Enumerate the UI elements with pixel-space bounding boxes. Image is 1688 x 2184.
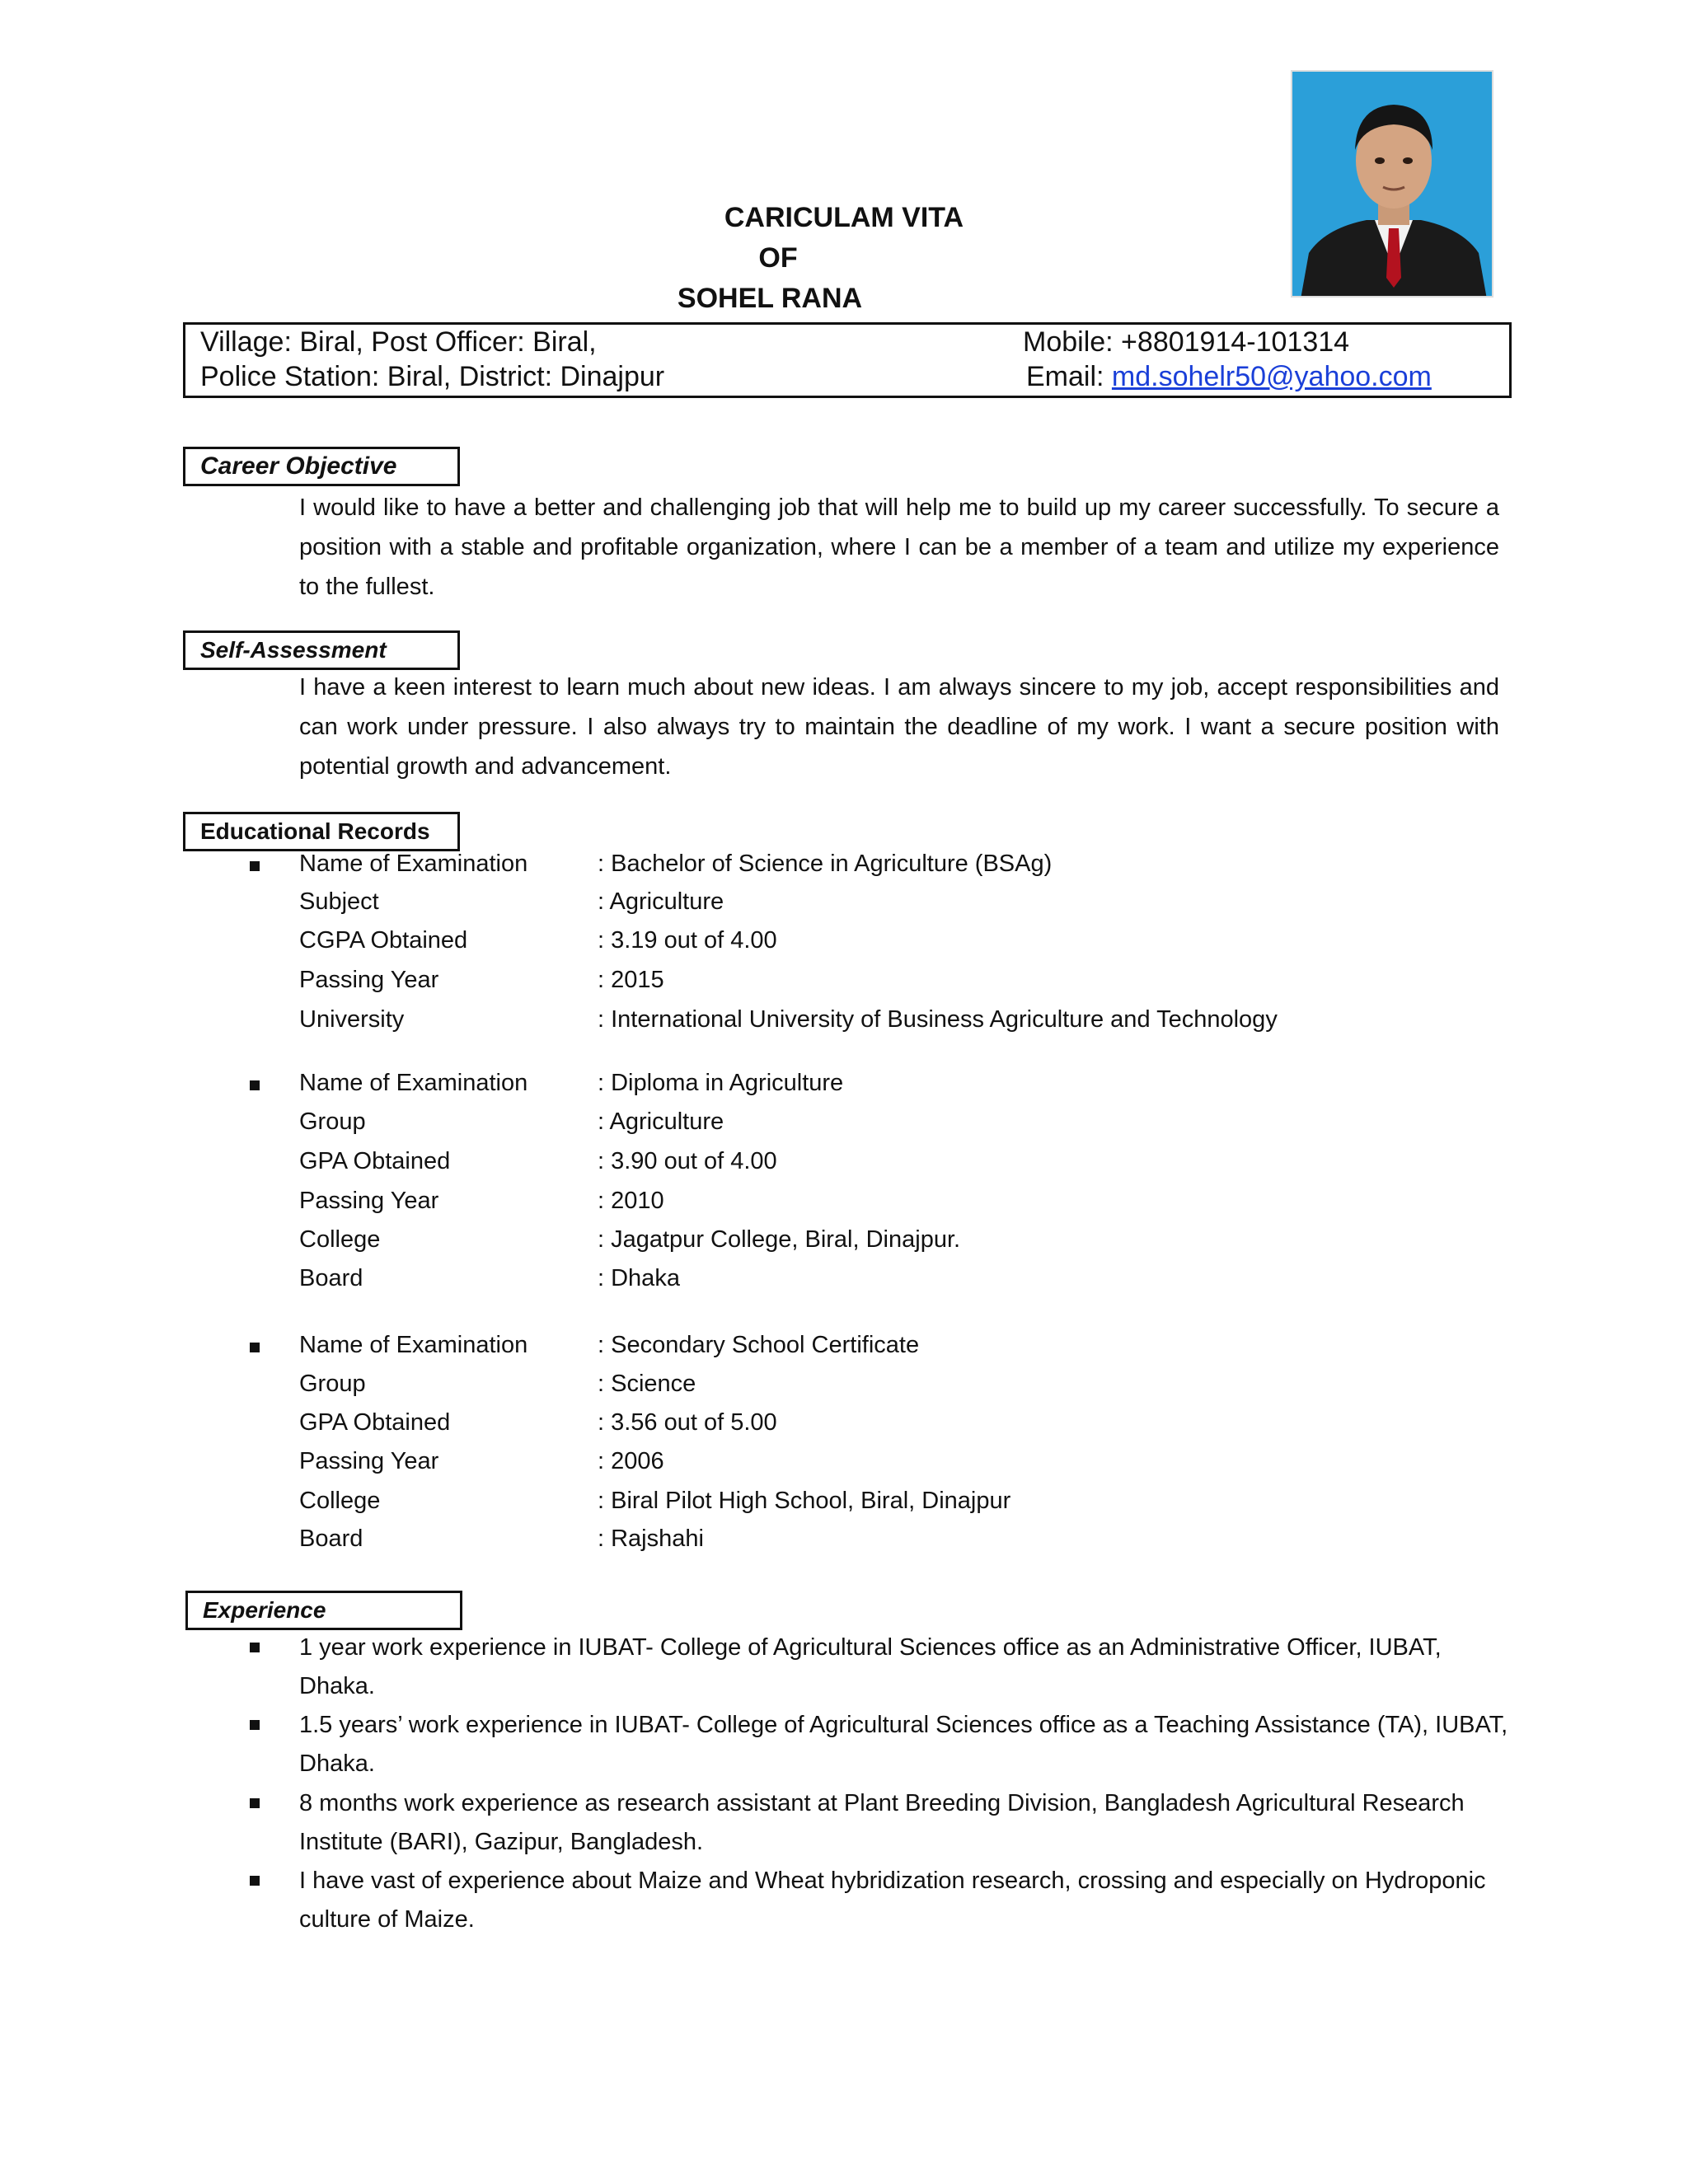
edu-value: : Biral Pilot High School, Biral, Dinajpur bbox=[598, 1488, 1011, 1514]
bullet-icon bbox=[250, 1876, 260, 1886]
experience-item: 1 year work experience in IUBAT- College of Agricultural Sciences office as an Administrative Officer, IUBAT, Dhaka. bbox=[299, 1634, 1442, 1699]
edu-value: : Science bbox=[598, 1371, 696, 1397]
edu-label: Board bbox=[299, 1526, 363, 1552]
experience-item: I have vast of experience about Maize and Wheat hybridization research, crossing and especially on Hydroponic culture of Maize. bbox=[299, 1868, 1486, 1933]
edu-value: : 2015 bbox=[598, 967, 664, 993]
edu-value: : Dhaka bbox=[598, 1265, 680, 1291]
career-objective-text: I would like to have a better and challenging job that will help me to build up my career successfully. To secure a position with a stable and profitable organization, where I can be a member of a team and utilize my experience to the fullest. bbox=[299, 494, 1499, 600]
edu-value: : International University of Business Agriculture and Technology bbox=[598, 1006, 1278, 1033]
edu-value: : 3.90 out of 4.00 bbox=[598, 1148, 777, 1174]
edu-label: Group bbox=[299, 1108, 366, 1135]
career-objective-heading: Career Objective bbox=[183, 447, 460, 486]
address-line-2: Police Station: Biral, District: Dinajpur bbox=[200, 361, 665, 392]
cv-name: SOHEL RANA bbox=[677, 283, 863, 314]
edu-label: GPA Obtained bbox=[299, 1409, 451, 1436]
bullet-icon bbox=[250, 1080, 260, 1090]
cv-title-of: OF bbox=[758, 242, 798, 274]
experience-item: 1.5 years’ work experience in IUBAT- College of Agricultural Sciences office as a Teaching Assistance (TA), IUBAT, Dhaka. bbox=[299, 1712, 1508, 1777]
bullet-icon bbox=[250, 1343, 260, 1352]
edu-label: College bbox=[299, 1488, 381, 1514]
edu-value: : 3.19 out of 4.00 bbox=[598, 927, 777, 954]
bullet-icon bbox=[250, 1643, 260, 1652]
edu-label: Board bbox=[299, 1265, 363, 1291]
mobile-number: Mobile: +8801914-101314 bbox=[1023, 326, 1350, 358]
experience-heading: Experience bbox=[185, 1591, 462, 1630]
edu-label: Name of Examination bbox=[299, 851, 528, 877]
profile-photo bbox=[1291, 70, 1493, 298]
edu-label: Group bbox=[299, 1371, 366, 1397]
email-label: Email: bbox=[1026, 361, 1104, 392]
education-heading: Educational Records bbox=[183, 812, 460, 851]
email-row bbox=[1026, 361, 1432, 393]
edu-label: Passing Year bbox=[299, 967, 439, 993]
edu-label: Passing Year bbox=[299, 1188, 439, 1214]
edu-value: : Secondary School Certificate bbox=[598, 1332, 920, 1358]
edu-value: : Bachelor of Science in Agriculture (BSAg) bbox=[598, 851, 1053, 877]
edu-label: GPA Obtained bbox=[299, 1148, 451, 1174]
edu-value: : Agriculture bbox=[598, 888, 724, 915]
edu-label: College bbox=[299, 1226, 381, 1253]
address-line-1: Village: Biral, Post Officer: Biral, bbox=[200, 326, 597, 358]
edu-value: : Jagatpur College, Biral, Dinajpur. bbox=[598, 1226, 961, 1253]
self-assessment-heading: Self-Assessment bbox=[183, 630, 460, 670]
edu-value: : 2006 bbox=[598, 1448, 664, 1474]
bullet-icon bbox=[250, 861, 260, 871]
edu-label: CGPA Obtained bbox=[299, 927, 468, 954]
edu-label: University bbox=[299, 1006, 405, 1033]
cv-title: CARICULAM VITA bbox=[724, 202, 964, 233]
edu-label: Passing Year bbox=[299, 1448, 439, 1474]
self-assessment-text: I have a keen interest to learn much about new ideas. I am always sincere to my job, accept responsibilities and can work under pressure. I also always try to maintain the deadline of my work. I want a secure position with potential growth and advancement. bbox=[299, 674, 1499, 780]
email-link[interactable]: md.sohelr50@yahoo.com bbox=[1111, 361, 1432, 392]
edu-value: : Rajshahi bbox=[598, 1526, 704, 1552]
edu-value: : 2010 bbox=[598, 1188, 664, 1214]
edu-label: Name of Examination bbox=[299, 1070, 528, 1096]
bullet-icon bbox=[250, 1798, 260, 1808]
person-portrait-icon bbox=[1292, 72, 1493, 298]
contact-box bbox=[183, 322, 1512, 398]
edu-label: Name of Examination bbox=[299, 1332, 528, 1358]
edu-value: : 3.56 out of 5.00 bbox=[598, 1409, 777, 1436]
edu-value: : Agriculture bbox=[598, 1108, 724, 1135]
bullet-icon bbox=[250, 1720, 260, 1730]
edu-label: Subject bbox=[299, 888, 379, 915]
edu-value: : Diploma in Agriculture bbox=[598, 1070, 844, 1096]
experience-item: 8 months work experience as research assistant at Plant Breeding Division, Bangladesh Agricultural Research Institute (BARI), Gazipur, Bangladesh. bbox=[299, 1790, 1465, 1855]
